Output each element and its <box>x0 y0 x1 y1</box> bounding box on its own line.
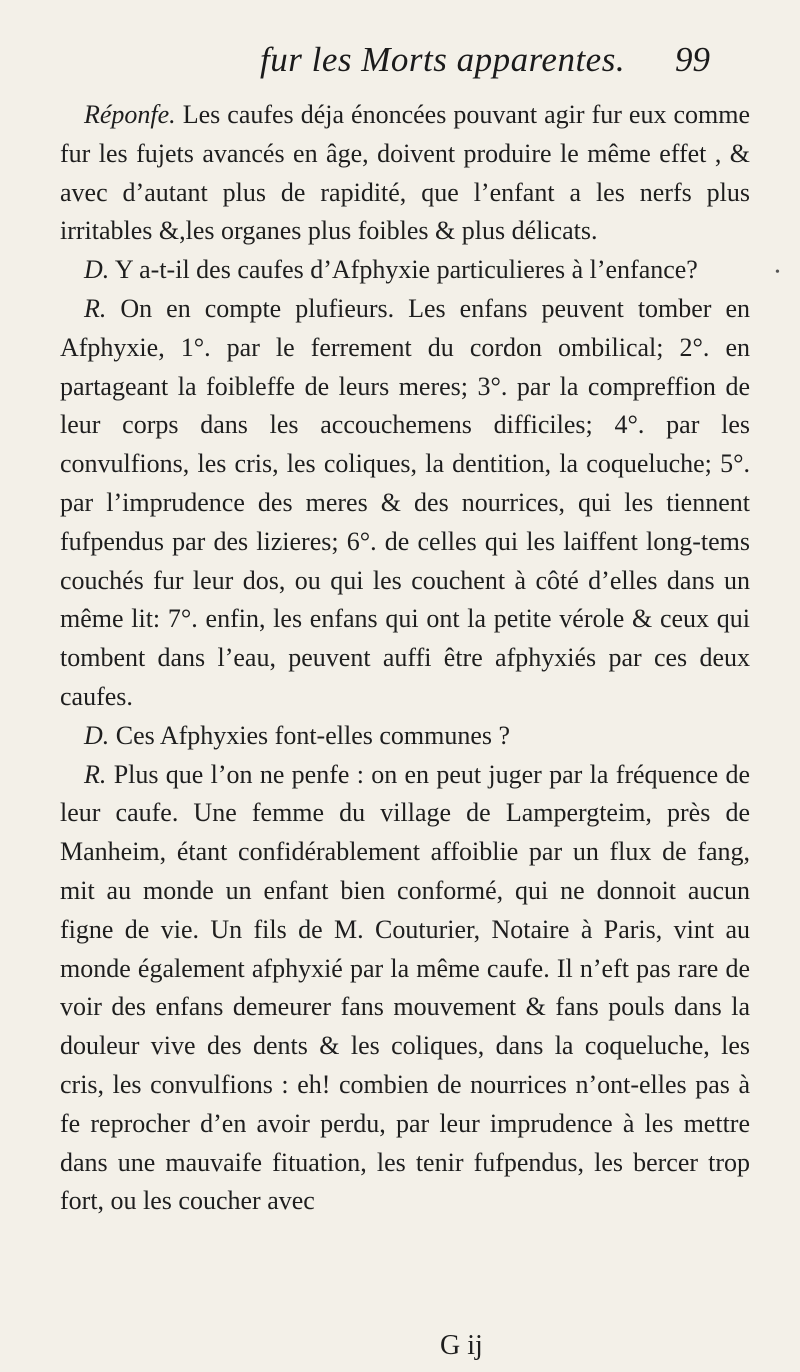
paragraph-question-1 <box>60 251 750 290</box>
paragraph-response-1 <box>60 96 750 251</box>
running-title: fur les Morts apparentes. <box>260 40 626 79</box>
paragraph-answer-2 <box>60 756 750 1222</box>
body-text <box>60 96 750 1221</box>
paragraph-text: Y a-t-il des caufes d’Afphyxie particulieres à l’enfance? <box>114 255 698 285</box>
paragraph-label: R. <box>84 293 107 323</box>
paragraph-text: Les caufes déja énoncées pouvant agir fur eux comme fur les fujets avancés en âge, doivent produire le même effet , & avec d’autant plus de rapidité, que l’enfant a les nerfs plus irritables &,les organes plus foibles & plus délicats. <box>60 100 751 246</box>
paragraph-question-2 <box>60 717 750 756</box>
paragraph-text: On en compte plufieurs. Les enfans peuvent tomber en Afphyxie, 1°. par le ferrement du cordon ombilical; 2°. en partageant la foibleffe de leurs meres; 3°. par la compreffion de leur corps dans les accouchemens difficiles; 4°. par les convulfions, les cris, les coliques, la dentition, la coqueluche; 5°. par l’imprudence des meres & des nourrices, qui les tiennent fufpendus par des lizieres; 6°. de celles qui les laiffent long-tems couchés fur leur dos, ou qui les couchent à côté d’elles dans un même lit: 7°. enfin, les enfans qui ont la petite vérole & ceux qui tombent dans l’eau, peuvent auffi être afphyxiés par ces deux caufes. <box>60 293 751 711</box>
paragraph-label: Réponfe. <box>84 100 176 129</box>
page-header <box>200 40 720 90</box>
margin-mark: • <box>775 265 780 280</box>
paragraph-label: D. <box>84 720 110 750</box>
paragraph-text: Plus que l’on ne penfe : on en peut juger par la fréquence de leur caufe. Une femme du village de Lampergteim, près de Manheim, étant confidérablement affoiblie par un flux de fang, mit au monde un enfant bien conformé, qui ne donnoit aucun figne de vie. Un fils de M. Couturier, Notaire à Paris, vint au monde également afphyxié par la même caufe. Il n’eft pas rare de voir des enfans demeurer fans mouvement & fans pouls dans la douleur vive des dents & les coliques, dans la coqueluche, les cris, les convulfions : eh! combien de nourrices n’ont-elles pas à fe reprocher d’en avoir perdu, par leur imprudence à les mettre dans une mauvaife fituation, les tenir fufpendus, les bercer trop fort, ou les coucher avec <box>60 759 751 1216</box>
page-number: 99 <box>675 40 710 79</box>
paragraph-label: D. <box>84 255 110 285</box>
signature-mark: G ij <box>440 1330 483 1361</box>
paragraph-answer-1 <box>60 290 750 717</box>
paragraph-label: R. <box>84 759 107 789</box>
paragraph-text: Ces Afphyxies font-elles communes ? <box>115 720 511 750</box>
